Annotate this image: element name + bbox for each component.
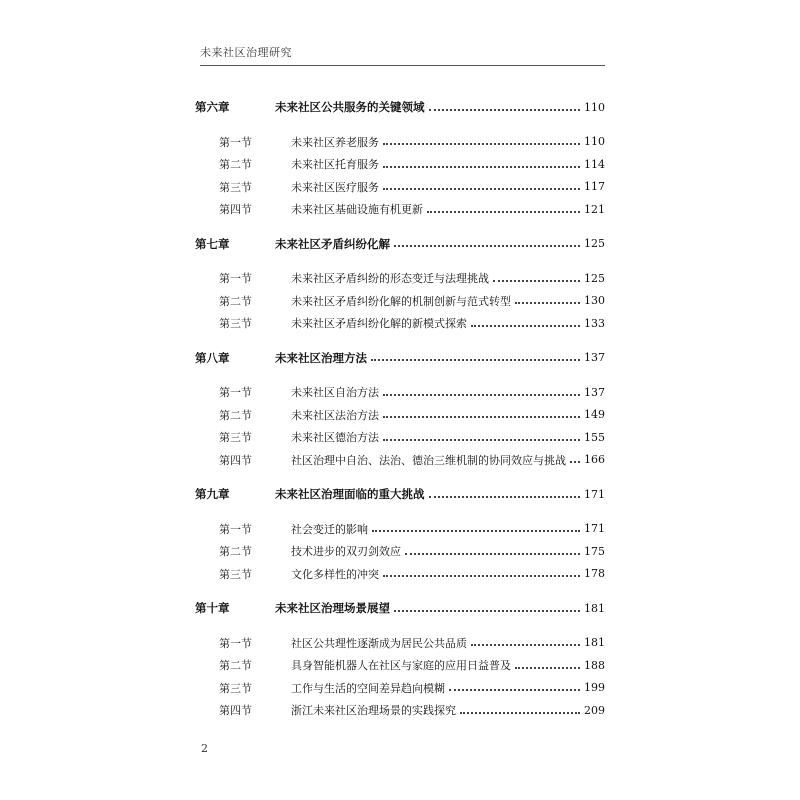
dot-leader (429, 108, 581, 111)
toc-entry-page: 117 (584, 180, 605, 193)
toc-entry-number: 第二节 (219, 294, 252, 308)
dot-leader (383, 415, 580, 418)
dot-leader (383, 187, 580, 190)
toc-chapter-entry (195, 484, 605, 504)
toc-entry-title: 未来社区法治方法 (291, 408, 379, 422)
dot-leader (383, 393, 580, 396)
dot-leader (383, 574, 580, 577)
toc-section-entry (195, 154, 605, 174)
dot-leader (471, 643, 580, 646)
toc-section-entry (195, 268, 605, 288)
toc-section-entry (195, 405, 605, 425)
toc-entry-number: 第一节 (219, 636, 252, 650)
toc-entry-number: 第一节 (219, 272, 252, 285)
toc-entry-page: 175 (584, 544, 605, 558)
toc-entry-title: 文化多样性的冲突 (291, 567, 379, 581)
toc-entry-number: 第四节 (219, 704, 252, 717)
toc-entry-number: 第九章 (195, 487, 230, 501)
dot-leader (449, 688, 580, 691)
header-rule (200, 65, 605, 66)
toc-entry-title: 社区公共理性逐渐成为居民公共品质 (291, 636, 467, 650)
toc-entry-title: 未来社区矛盾纠纷化解 (275, 236, 390, 251)
toc-entry-title: 社会变迁的影响 (291, 522, 368, 536)
dot-leader (429, 495, 581, 498)
toc-entry-page: 188 (584, 658, 605, 672)
dot-leader (405, 552, 580, 555)
toc-entry-title: 未来社区公共服务的关键领域 (275, 100, 425, 114)
running-header: 未来社区治理研究 (200, 46, 292, 59)
toc-entry-number: 第三节 (219, 180, 252, 194)
toc-entry-title: 未来社区托育服务 (291, 158, 379, 171)
toc-entry-title: 未来社区治理场景展望 (275, 601, 390, 615)
toc-entry-number: 第四节 (219, 203, 252, 216)
toc-entry-title: 社区治理中自治、法治、德治三维机制的协同效应与挑战 (291, 453, 566, 467)
toc-section-entry (195, 541, 605, 561)
toc-entry-title: 未来社区治理方法 (275, 350, 367, 365)
toc-entry-page: 121 (584, 202, 605, 216)
toc-section-entry (195, 450, 605, 470)
toc-entry-title: 浙江未来社区治理场景的实践探究 (291, 704, 456, 717)
toc-entry-page: 130 (584, 294, 605, 307)
toc-section-entry (195, 132, 605, 152)
toc-entry-page: 166 (584, 453, 605, 466)
toc-entry-number: 第六章 (195, 100, 230, 114)
toc-entry-number: 第十章 (195, 601, 230, 615)
toc-entry-title: 未来社区治理面临的重大挑战 (275, 487, 425, 501)
toc-entry-title: 具身智能机器人在社区与家庭的应用日益普及 (291, 659, 511, 672)
toc-chapter-entry (195, 348, 605, 368)
toc-entry-page: 114 (584, 157, 605, 171)
dot-leader (471, 324, 580, 327)
toc-entry-title: 技术进步的双刃剑效应 (291, 545, 401, 558)
toc-entry-number: 第三节 (219, 431, 252, 444)
toc-entry-number: 第三节 (219, 317, 252, 330)
toc-entry-page: 178 (584, 567, 605, 580)
toc-entry-title: 未来社区养老服务 (291, 135, 379, 149)
toc-entry-page: 209 (584, 703, 605, 717)
toc-section-entry (195, 199, 605, 219)
toc-entry-title: 未来社区基础设施有机更新 (291, 203, 423, 216)
toc-entry-page: 171 (584, 522, 605, 535)
toc-entry-number: 第四节 (219, 453, 252, 467)
toc-entry-page: 125 (584, 237, 605, 250)
toc-entry-page: 181 (584, 636, 605, 649)
toc-entry-number: 第二节 (219, 659, 252, 672)
toc-section-entry (195, 313, 605, 333)
toc-entry-number: 第三节 (219, 681, 252, 695)
toc-section-entry (195, 519, 605, 539)
toc-section-entry (195, 633, 605, 653)
dot-leader (372, 529, 580, 532)
toc-entry-page: 125 (584, 271, 605, 285)
toc-chapter-entry (195, 598, 605, 618)
toc-entry-number: 第二节 (219, 545, 252, 558)
toc-entry-page: 133 (584, 316, 605, 330)
toc-entry-number: 第二节 (219, 408, 252, 422)
toc-section-entry (195, 678, 605, 698)
toc-entry-number: 第一节 (219, 522, 252, 536)
dot-leader (570, 460, 580, 463)
dot-leader (515, 666, 580, 669)
toc-chapter-entry (195, 234, 605, 254)
dot-leader (383, 438, 580, 441)
toc-entry-page: 199 (584, 681, 605, 694)
dot-leader (515, 301, 580, 304)
toc-section-entry (195, 382, 605, 402)
dot-leader (427, 210, 580, 213)
toc-section-entry (195, 291, 605, 311)
dot-leader (371, 358, 580, 361)
toc-entry-title: 未来社区医疗服务 (291, 180, 379, 194)
toc-section-entry (195, 655, 605, 675)
toc-section-entry (195, 564, 605, 584)
toc-entry-page: 171 (584, 487, 605, 501)
dot-leader (460, 711, 580, 714)
toc-entry-title: 未来社区德治方法 (291, 431, 379, 444)
toc-entry-title: 未来社区矛盾纠纷的形态变迁与法理挑战 (291, 272, 489, 285)
toc-entry-title: 未来社区自治方法 (291, 386, 379, 399)
toc-entry-title: 未来社区矛盾纠纷化解的机制创新与范式转型 (291, 294, 511, 308)
toc-entry-page: 110 (584, 100, 605, 114)
dot-leader (493, 279, 580, 282)
toc-entry-number: 第一节 (219, 386, 252, 399)
toc-entry-number: 第八章 (195, 350, 230, 365)
toc-entry-title: 工作与生活的空间差异趋向模糊 (291, 681, 445, 695)
dot-leader (394, 244, 580, 247)
dot-leader (394, 609, 580, 612)
toc-entry-number: 第一节 (219, 135, 252, 149)
toc-entry-page: 181 (584, 601, 605, 615)
toc-section-entry (195, 177, 605, 197)
toc-section-entry (195, 427, 605, 447)
toc-section-entry (195, 700, 605, 720)
dot-leader (383, 165, 580, 168)
toc-entry-number: 第三节 (219, 567, 252, 581)
toc-entry-number: 第二节 (219, 158, 252, 171)
toc-entry-page: 137 (584, 385, 605, 399)
toc-entry-page: 155 (584, 430, 605, 444)
toc-entry-page: 149 (584, 408, 605, 421)
toc-entry-number: 第七章 (195, 236, 230, 251)
page-number: 2 (201, 742, 208, 755)
toc-entry-page: 137 (584, 351, 605, 364)
dot-leader (383, 142, 580, 145)
toc-chapter-entry (195, 97, 605, 117)
toc-entry-title: 未来社区矛盾纠纷化解的新模式探索 (291, 317, 467, 330)
toc-entry-page: 110 (584, 135, 605, 148)
